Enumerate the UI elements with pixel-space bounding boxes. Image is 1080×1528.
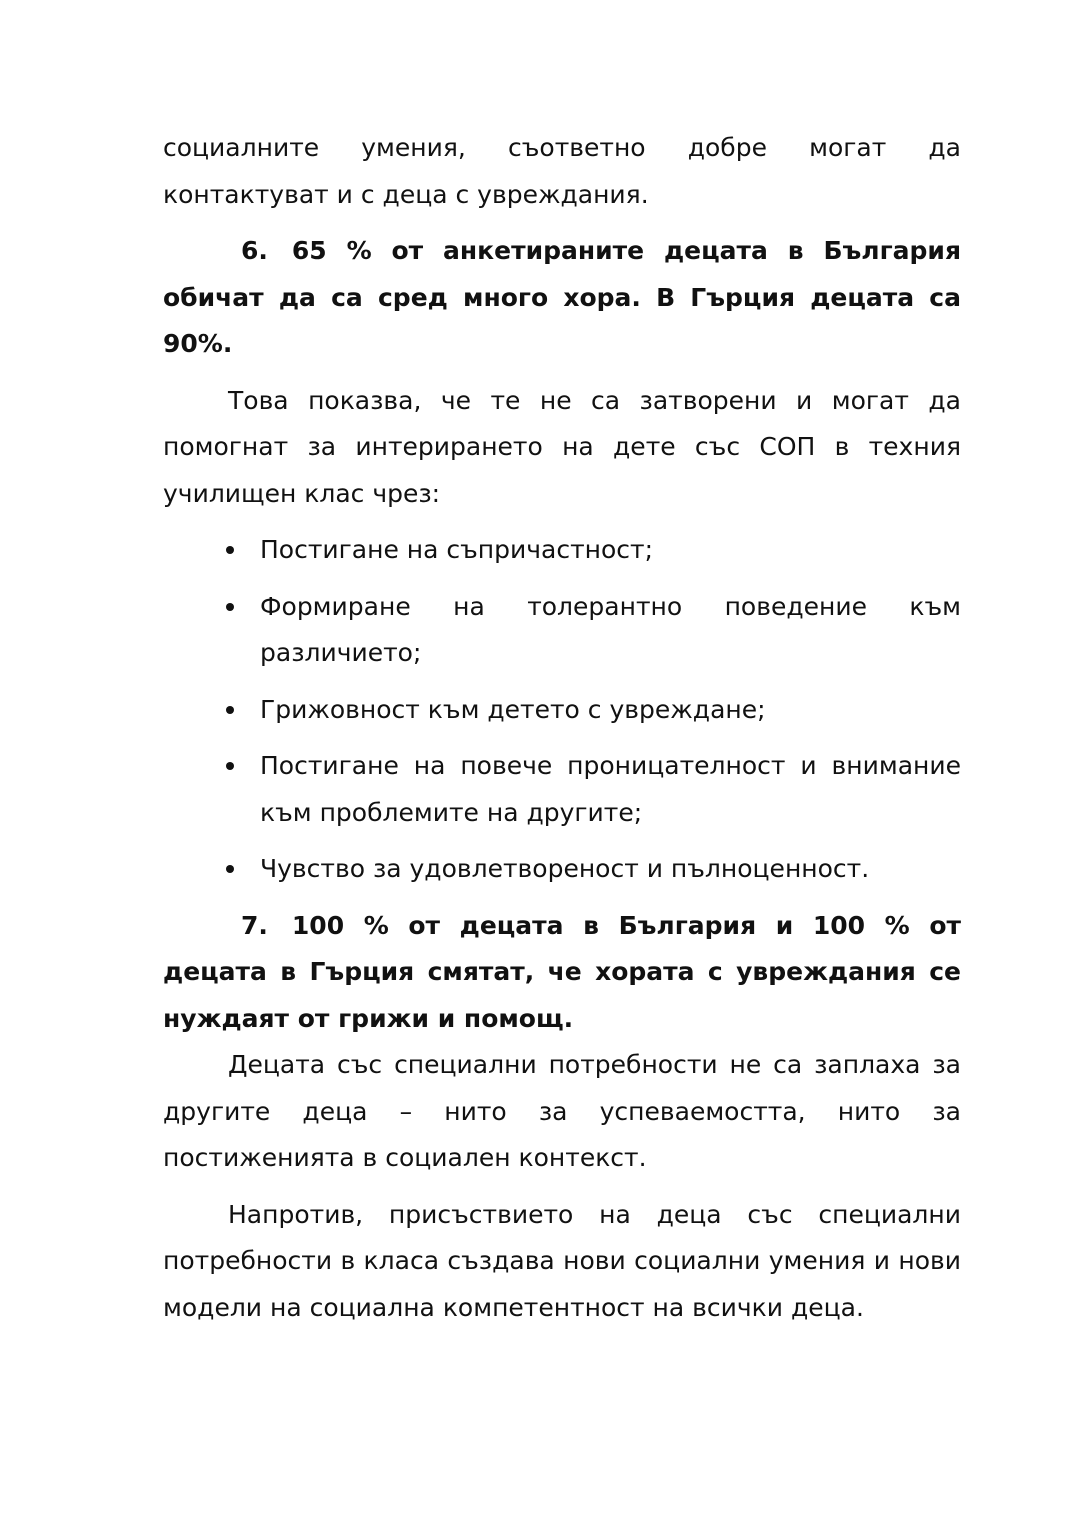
finding-7-number: 7. xyxy=(241,910,268,940)
list-item xyxy=(260,527,961,574)
benefits-list xyxy=(163,527,961,893)
list-item xyxy=(260,687,961,734)
bullet-icon xyxy=(226,603,234,611)
bullet-icon xyxy=(226,546,234,554)
finding-6-explanation: Това показва, че те не са затворени и могат да помогнат за интерирането на дете със СОП в техния училищен клас чрез: xyxy=(163,385,961,508)
list-item xyxy=(260,846,961,893)
finding-7-text: 100 % от децата в България и 100 % от децата в Гърция смятат, че хората с увреждания се нуждаят от грижи и помощ. xyxy=(163,910,961,1033)
finding-6-number: 6. xyxy=(241,236,268,265)
list-item xyxy=(260,584,961,677)
contrary-paragraph: Напротив, присъствието на деца със специални потребности в класа създава нови социални умения и нови модели на социална компетентност на всички деца. xyxy=(163,1199,961,1322)
special-needs-paragraph: Децата със специални потребности не са заплаха за другите деца – нито за успеваемостта, нито за постиженията в социален контекст. xyxy=(163,1050,961,1172)
intro-paragraph: социалните умения, съответно добре могат да контактуват и с деца с увреждания. xyxy=(163,133,961,209)
list-item xyxy=(260,743,961,836)
list-item-text: Формиране на толерантно поведение към различието; xyxy=(260,591,961,667)
list-item-text: Постигане на съпричастност; xyxy=(260,535,654,564)
finding-6-text: 65 % от анкетираните децата в България обичат да са сред много хора. В Гърция децата са 90%. xyxy=(163,236,961,358)
list-item-text: Грижовност към детето с увреждане; xyxy=(260,694,766,724)
bullet-icon xyxy=(226,706,234,714)
finding-6-heading xyxy=(163,228,961,368)
list-item-text: Постигане на повече проницателност и внимание към проблемите на другите; xyxy=(260,751,961,827)
list-item-text: Чувство за удовлетвореност и пълноценност. xyxy=(260,854,870,883)
document-page xyxy=(163,125,961,1331)
bullet-icon xyxy=(226,762,234,770)
bullet-icon xyxy=(226,865,234,873)
finding-7-heading xyxy=(163,903,961,1043)
